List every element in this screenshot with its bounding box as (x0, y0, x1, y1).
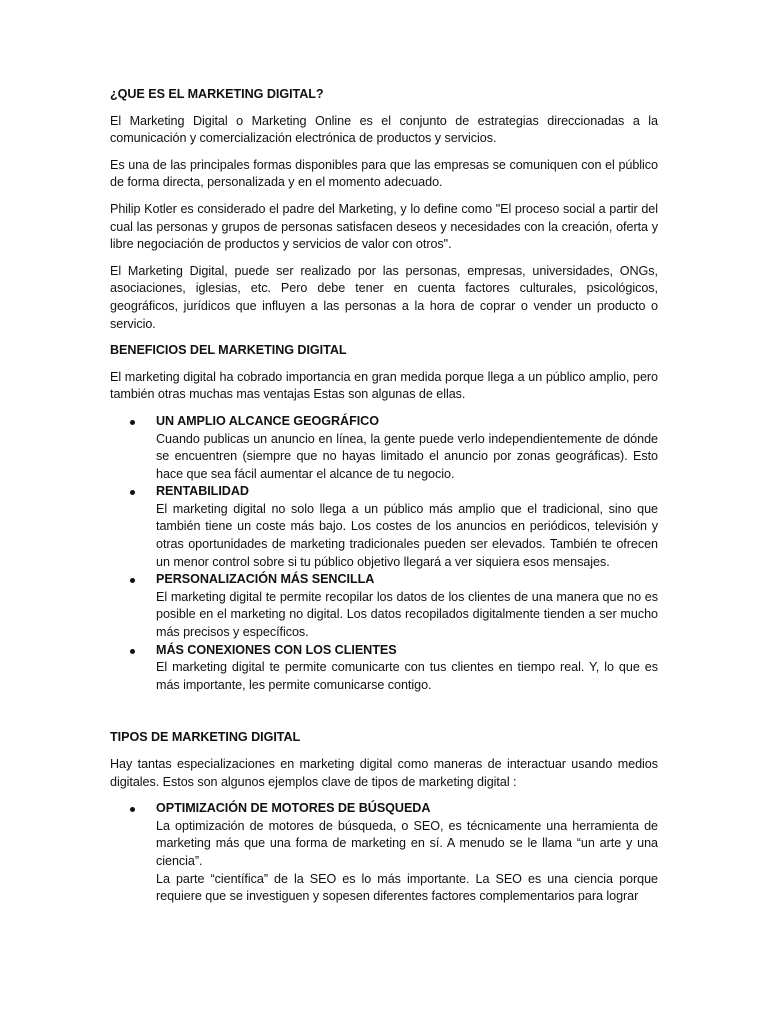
bullet-icon (130, 490, 135, 495)
list-item (110, 483, 658, 571)
section-title-que-es: ¿QUE ES EL MARKETING DIGITAL? (110, 87, 324, 101)
list-item-text: Cuando publicas un anuncio en línea, la gente puede verlo independientemente de dónde se encuentren (siempre que no hayas limitado el anuncio por zonas geográficas). Esto hace que sea fácil aumentar el alcance de tu negocio. (156, 431, 658, 481)
list-item-title: UN AMPLIO ALCANCE GEOGRÁFICO (156, 413, 379, 428)
paragraph: El Marketing Digital o Marketing Online es el conjunto de estrategias direccionadas a la comunicación y comercialización electrónica de productos y servicios. (110, 113, 658, 146)
list-item-text: La optimización de motores de búsqueda, o SEO, es técnicamente una herramienta de marketing más que una forma de marketing en sí. A menudo se le llama “un arte y una ciencia”. (156, 818, 658, 868)
list-item (110, 800, 658, 906)
list-item-text: El marketing digital te permite recopilar los datos de los clientes de una manera que no es posible en el marketing no digital. Los datos recopilados digitalmente tienden a ser mucho más precisos y específicos. (156, 589, 658, 640)
paragraph: Philip Kotler es considerado el padre del Marketing, y lo define como "El proceso social a partir del cual las personas y grupos de personas satisfacen deseos y necesidades con la creación, oferta y libre negociación de productos y servicios de valor con otros". (110, 201, 658, 252)
section-title-tipos: TIPOS DE MARKETING DIGITAL (110, 730, 301, 745)
paragraph: El Marketing Digital, puede ser realizado por las personas, empresas, universidades, ONGs, asociaciones, iglesias, etc. Pero debe tener en cuenta factores culturales, psicológicos, geográficos, jurídicos que influyen a las personas a la hora de coprar o vender un producto o servicio. (110, 263, 658, 331)
spacer (110, 703, 658, 729)
benefits-list (110, 413, 658, 695)
list-item-text: El marketing digital no solo llega a un público más amplio que el tradicional, sino que también tiene un coste más bajo. Los costes de los anuncios en periódicos, televisión y otras oportunidades de marketing tradicionales pueden ser elevados. También te ofrecen un menor control sobre si tu público objetivo llegará a ver siquiera esos mensajes. (156, 501, 658, 569)
section-title-beneficios: BENEFICIOS DEL MARKETING DIGITAL (110, 343, 347, 358)
list-item-text: El marketing digital te permite comunicarte con tus clientes en tiempo real. Y, lo que es más importante, les permite comunicarse contigo. (156, 660, 658, 692)
paragraph: Hay tantas especializaciones en marketing digital como maneras de interactuar usando medios digitales. Estos son algunos ejemplos clave de tipos de marketing digital : (110, 757, 658, 789)
list-item-title: OPTIMIZACIÓN DE MOTORES DE BÚSQUEDA (156, 801, 431, 816)
types-list (110, 800, 658, 906)
list-item (110, 642, 658, 695)
bullet-icon (130, 807, 135, 812)
list-item-title: RENTABILIDAD (156, 484, 249, 499)
paragraph: El marketing digital ha cobrado importancia en gran medida porque llega a un público amplio, pero también otras muchas mas ventajas Estas son algunas de ellas. (110, 369, 658, 402)
bullet-icon (130, 420, 135, 425)
list-item (110, 413, 658, 483)
paragraph: Es una de las principales formas disponibles para que las empresas se comuniquen con el público de forma directa, personalizada y en el momento adecuado. (110, 157, 658, 190)
list-item-title: PERSONALIZACIÓN MÁS SENCILLA (156, 572, 375, 587)
bullet-icon (130, 578, 135, 583)
list-item-text: La parte “científica” de la SEO es lo más importante. La SEO es una ciencia porque requiere que se investiguen y sopesen diferentes factores complementarios para lograr (156, 871, 658, 904)
list-item-title: MÁS CONEXIONES CON LOS CLIENTES (156, 642, 397, 657)
list-item (110, 571, 658, 641)
bullet-icon (130, 649, 135, 654)
